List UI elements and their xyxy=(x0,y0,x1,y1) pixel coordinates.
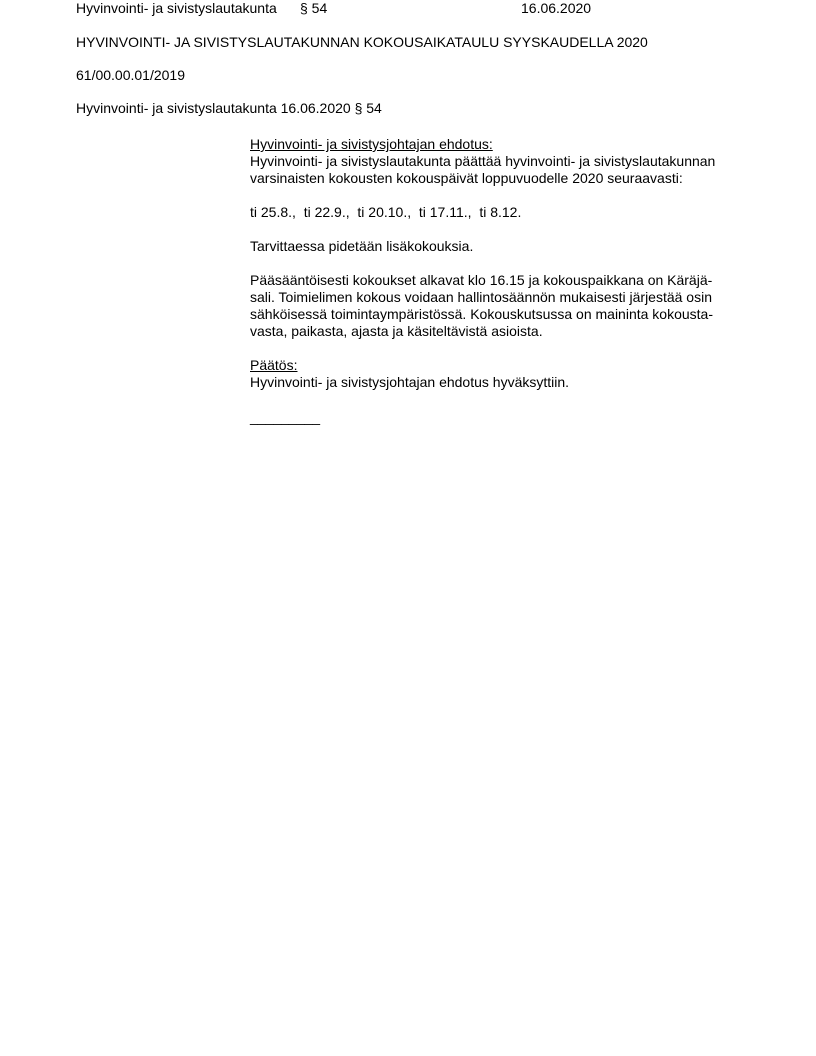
extra-meetings-note: Tarvittaessa pidetään lisäkokouksia. xyxy=(250,238,474,254)
header-board-name: Hyvinvointi- ja sivistyslautakunta xyxy=(76,0,277,16)
location-line: Pääsääntöisesti kokoukset alkavat klo 16.15 ja kokouspaikkana on Käräjä- xyxy=(250,272,713,288)
document-number: 61/00.00.01/2019 xyxy=(76,67,185,83)
location-line: vasta, paikasta, ajasta ja käsiteltävistä asioista. xyxy=(250,323,543,339)
proposal-line: varsinaisten kokousten kokouspäivät loppuvuodelle 2020 seuraavasti: xyxy=(250,170,683,186)
location-line: sähköisessä toimintaympäristössä. Kokouskutsussa on maininta kokousta- xyxy=(250,306,713,322)
signature-line: _________ xyxy=(250,409,321,425)
document-title: HYVINVOINTI- JA SIVISTYSLAUTAKUNNAN KOKOUSAIKATAULU SYYSKAUDELLA 2020 xyxy=(76,34,648,50)
decision-text: Hyvinvointi- ja sivistysjohtajan ehdotus hyväksyttiin. xyxy=(250,374,570,390)
meeting-dates: ti 25.8., ti 22.9., ti 20.10., ti 17.11., ti 8.12. xyxy=(250,204,522,220)
proposal-heading: Hyvinvointi- ja sivistysjohtajan ehdotus: xyxy=(250,136,493,152)
decision-heading: Päätös: xyxy=(250,357,298,373)
location-line: sali. Toimielimen kokous voidaan hallintosäännön mukaisesti järjestää osin xyxy=(250,289,712,305)
header-section-number: § 54 xyxy=(300,0,328,16)
meeting-location-paragraph xyxy=(250,272,740,340)
header-date: 16.06.2020 xyxy=(521,0,592,16)
meeting-reference: Hyvinvointi- ja sivistyslautakunta 16.06.2020 § 54 xyxy=(76,100,382,116)
proposal-text xyxy=(250,153,740,187)
proposal-line: Hyvinvointi- ja sivistyslautakunta päättää hyvinvointi- ja sivistyslautakunnan xyxy=(250,153,716,169)
